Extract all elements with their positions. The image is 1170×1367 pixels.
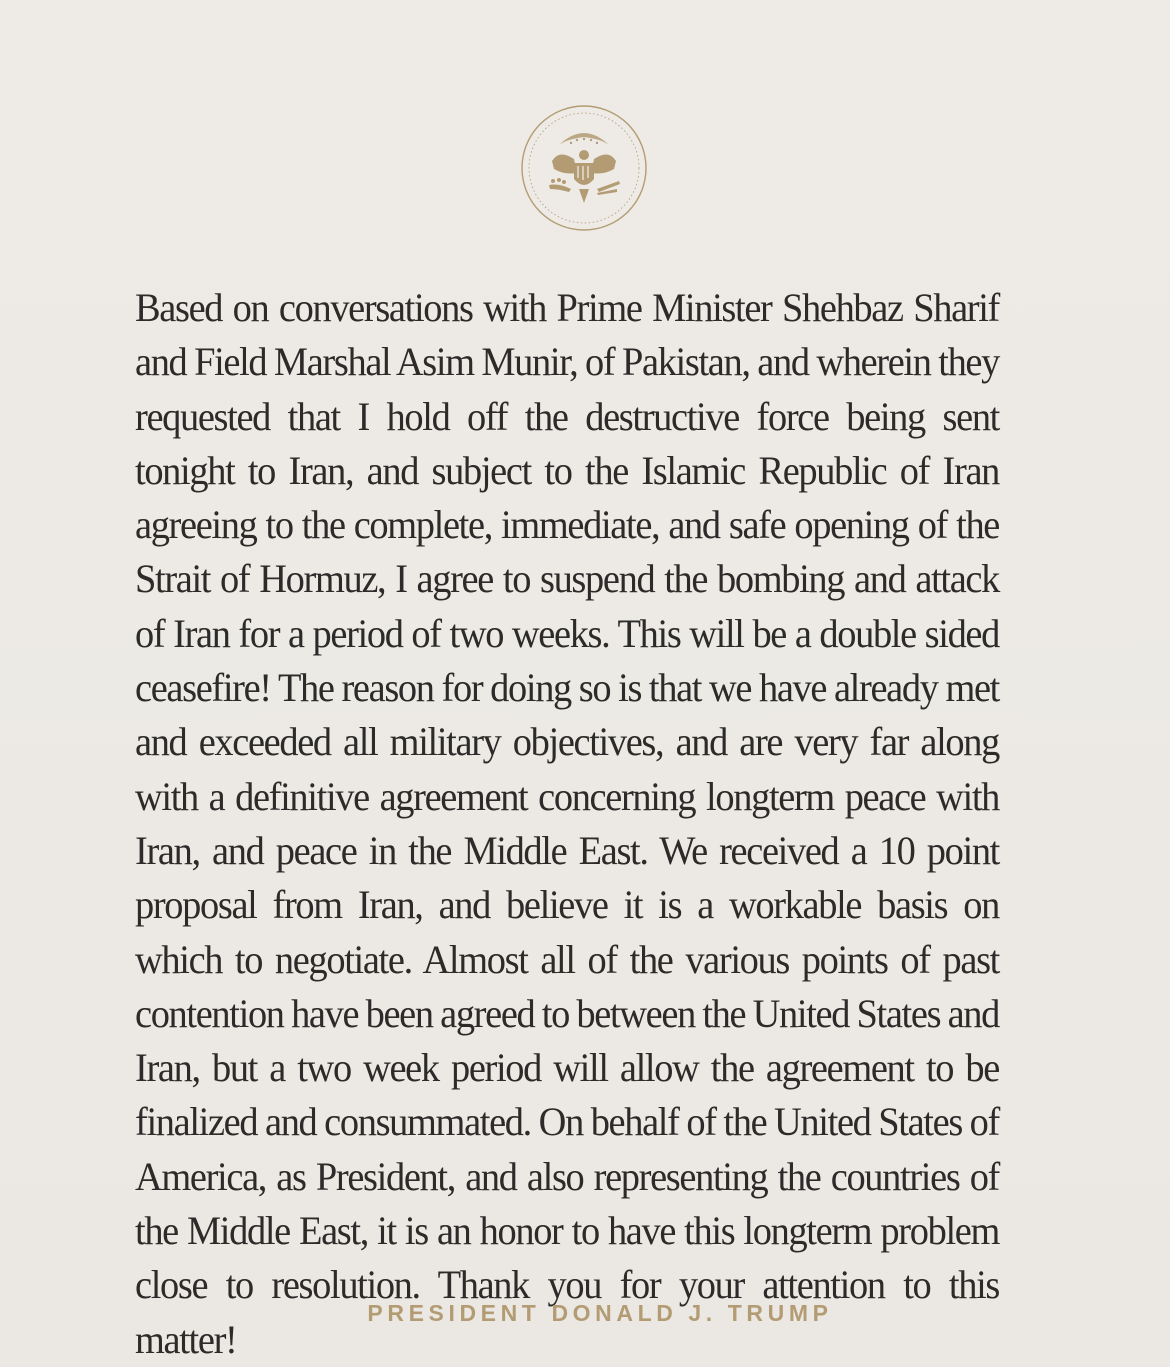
signature: PRESIDENT DONALD J. TRUMP	[367, 1300, 833, 1326]
statement-body: Based on conversations with Prime Minister Shehbaz Sharif and Field Marshal Asim Munir, of Pakistan, and wherein they requested that I hold off the destructive force being sent tonight to Iran, and subject to the Islamic Republic of Iran agreeing to the complete, immediate, and safe opening of the Strait of Hormuz, I agree to suspend the bombing and attack of Iran for a period of two weeks. This will be a double sided ceasefire! The reason for doing so is that we have already met and exceeded all military objectives, and are very far along with a definitive agreement concerning longterm peace with Iran, and peace in the Middle East. We received a 10 point proposal from Iran, and believe it is a workable basis on which to negotiate. Almost all of the various points of past contention have been agreed to between the United States and Iran, but a two week period will allow the agreement to be finalized and consummated. On behalf of the United States of America, as President, and also representing the countries of the Middle East, it is an honor to have this longterm problem close to resolution. Thank you for your attention to this matter!	[135, 285, 999, 1362]
presidential-seal-icon	[519, 103, 649, 233]
